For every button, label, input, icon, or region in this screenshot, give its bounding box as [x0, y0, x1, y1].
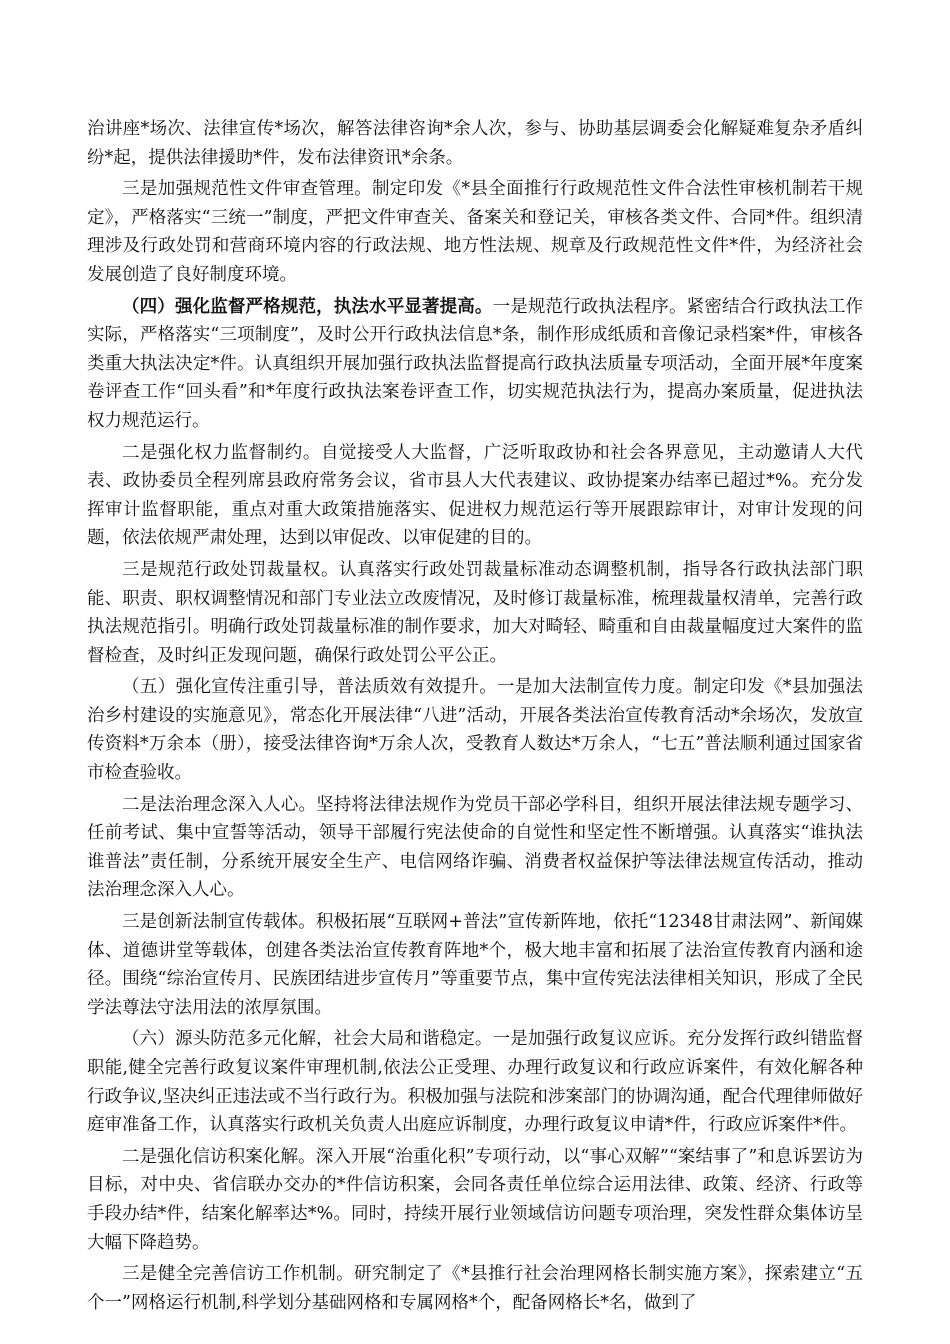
paragraph-text: 二是法治理念深入人心。坚持将法律法规作为党员干部必学科目，组织开展法律法规专题学习、任前考试、集中宣誓等活动，领导干部履行宪法使命的自觉性和坚定性不断增强。认真落实“谁执法谁普法”责任制，分系统开展安全生产、电信网络诈骗、消费者权益保护等法律法规宣传活动，推动法治理念深入人心。	[87, 794, 863, 901]
paragraph-rule-of-law-concept	[87, 791, 863, 905]
paragraph-section-five	[87, 673, 863, 787]
paragraph-penalty-discretion	[87, 556, 863, 670]
paragraph-normative-documents	[87, 175, 863, 289]
paragraph-text: 三是规范行政处罚裁量权。认真落实行政处罚裁量标准动态调整机制，指导各行政执法部门职能、职责、职权调整情况和部门专业法立改废情况，及时修订裁量标准，梳理裁量权清单，完善行政执法规范指引。明确行政处罚裁量标准的制作要求，加大对畸轻、畸重和自由裁量幅度过大案件的监督检查，及时纠正发现问题，确保行政处罚公平公正。	[87, 559, 863, 666]
document-body	[87, 115, 863, 1320]
paragraph-publicity-carriers	[87, 908, 863, 1022]
section-heading: （四）强化监督严格规范，执法水平显著提高。	[122, 296, 493, 317]
paragraph-section-six	[87, 1025, 863, 1139]
paragraph-text: 治讲座*场次、法律宣传*场次，解答法律咨询*余人次，参与、协助基层调委会化解疑难复杂矛盾纠纷*起，提供法律援助*件，发布法律资讯*余条。	[87, 119, 863, 168]
paragraph-text: 三是健全完善信访工作机制。研究制定了《*县推行社会治理网格长制实施方案》，探索建立“五个一”网格运行机制,科学划分基础网格和专属网格*个，配备网格长*名，做到了	[87, 1264, 863, 1313]
paragraph-section-four	[87, 293, 863, 436]
paragraph-petition-mechanism	[87, 1260, 863, 1317]
paragraph-text: （五）强化宣传注重引导，普法质效有效提升。一是加大法制宣传力度。制定印发《*县加强法治乡村建设的实施意见》，常态化开展法律“八进”活动，开展各类法治宣传教育活动*余场次，发放宣传资料*万余本（册），接受法律咨询*万余人次，受教育人数达*万余人，“七五”普法顺利通过国家省市检查验收。	[87, 677, 863, 784]
paragraph-power-supervision	[87, 439, 863, 553]
paragraph-text: 三是加强规范性文件审查管理。制定印发《*县全面推行行政规范性文件合法性审核机制若干规定》，严格落实“三统一”制度，严把文件审查关、备案关和登记关，审核各类文件、合同*件。组织清理涉及行政处罚和营商环境内容的行政法规、地方性法规、规章及行政规范性文件*件，为经济社会发展创造了良好制度环境。	[87, 179, 863, 285]
paragraph-continuation	[87, 115, 863, 172]
paragraph-petition-backlog	[87, 1143, 863, 1257]
paragraph-text: 一是规范行政执法程序。紧密结合行政执法工作实际，严格落实“三项制度”，及时公开行政执法信息*条，制作形成纸质和音像记录档案*件，审核各类重大执法决定*件。认真组织开展加强行政执法监督提高行政执法质量专项活动，全面开展*年度案卷评查工作“回头看”和*年度行政执法案卷评查工作，切实规范执法行为，提高办案质量，促进执法权力规范运行。	[87, 296, 864, 431]
paragraph-text: 二是强化信访积案化解。深入开展“治重化积”专项行动，以“事心双解”“案结事了”和息诉罢访为目标，对中央、省信联办交办的*件信访积案，会同各责任单位综合运用法律、政策、经济、行政等手段办结*件，结案化解率达*%。同时，持续开展行业领域信访问题专项治理，突发性群众集体访呈大幅下降趋势。	[87, 1146, 863, 1253]
paragraph-text: 二是强化权力监督制约。自觉接受人大监督，广泛听取政协和社会各界意见，主动邀请人大代表、政协委员全程列席县政府常务会议，省市县人大代表建议、政协提案办结率已超过*%。充分发挥审计监督职能，重点对重大政策措施落实、促进权力规范运行等开展跟踪审计，对审计发现的问题，依法依规严肃处理，达到以审促改、以审促建的目的。	[87, 442, 863, 549]
paragraph-text: 三是创新法制宣传载体。积极拓展“互联网+普法”宣传新阵地，依托“12348甘肃法网”、新闻媒体、道德讲堂等载体，创建各类法治宣传教育阵地*个，极大地丰富和拓展了法治宣传教育内涵和途径。围绕“综治宣传月、民族团结进步宣传月”等重要节点，集中宣传宪法法律相关知识，形成了全民学法尊法守法用法的浓厚氛围。	[87, 912, 863, 1018]
paragraph-text: （六）源头防范多元化解，社会大局和谐稳定。一是加强行政复议应诉。充分发挥行政纠错监督职能,健全完善行政复议案件审理机制,依法公正受理、办理行政复议和行政应诉案件，有效化解各种行政争议,坚决纠正违法或不当行政行为。积极加强与法院和涉案部门的协调沟通，配合代理律师做好庭审准备工作，认真落实行政机关负责人出庭应诉制度，办理行政复议申请*件，行政应诉案件*件。	[87, 1029, 863, 1136]
